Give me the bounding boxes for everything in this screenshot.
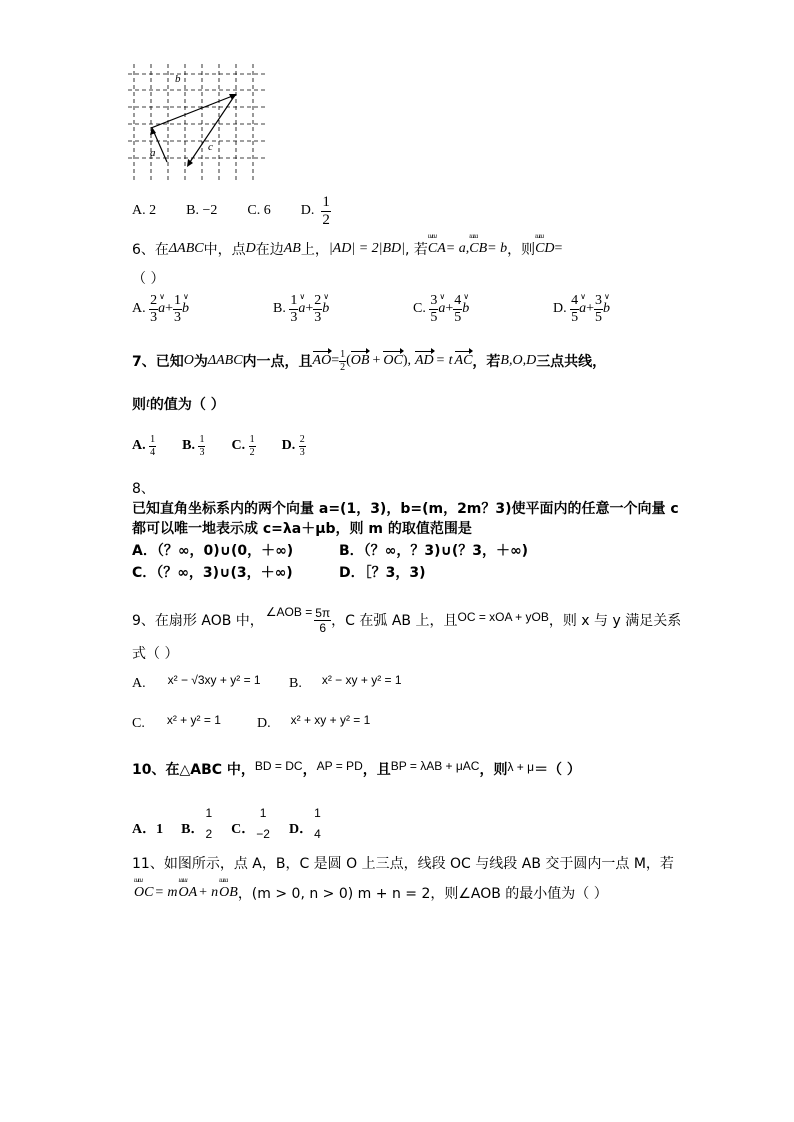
option-letter: A. <box>132 438 146 453</box>
q7-text: 则 <box>132 397 146 413</box>
q6-stem <box>132 238 562 260</box>
option-value: 2 <box>149 203 157 218</box>
denominator: 3 <box>314 309 322 325</box>
option-value: −2 <box>202 203 218 218</box>
denominator: 4 <box>314 827 321 841</box>
numerator: 2 <box>314 292 322 308</box>
denominator: 5 <box>454 309 462 325</box>
q7-vector-ob: OB <box>350 353 370 368</box>
option-formula: x² − √3xy + y² = 1 <box>167 673 261 687</box>
fraction <box>453 294 462 325</box>
numerator: 3 <box>430 292 438 308</box>
numerator: 4 <box>571 292 579 308</box>
denominator: 2 <box>322 211 330 228</box>
denominator: 5 <box>595 309 603 325</box>
option-letter: D. <box>553 301 567 316</box>
denominator: 6 <box>319 620 327 635</box>
q6-option-c[interactable] <box>413 289 469 329</box>
denominator: 2 <box>205 827 213 841</box>
q10-option-d[interactable] <box>289 807 322 840</box>
q7-triangle: ΔABC <box>207 353 243 368</box>
denominator: 5 <box>571 309 579 325</box>
q10-text: ，且 <box>362 762 391 778</box>
q7-stem <box>132 348 606 374</box>
q7-eq: ), <box>402 353 411 368</box>
q6-option-a[interactable] <box>132 289 189 329</box>
q7-vector-ad: AD <box>415 353 434 368</box>
q9-option-b[interactable] <box>289 673 402 692</box>
option-letter: D． <box>288 822 314 837</box>
vector-a: ∨ a <box>438 301 445 317</box>
q9-option-a[interactable] <box>132 673 261 692</box>
numerator: 3 <box>595 292 603 308</box>
denominator: 2 <box>249 446 255 458</box>
q6-options <box>132 289 772 329</box>
vector-b-label: b <box>175 73 181 85</box>
option-value: 6 <box>263 203 271 218</box>
denominator: 3 <box>150 309 158 325</box>
denominator: 3 <box>299 446 305 458</box>
fraction <box>429 294 438 325</box>
numerator: 1 <box>205 806 213 820</box>
numerator: 2 <box>150 292 158 308</box>
q7-text: ，若 <box>472 354 501 370</box>
option-formula: x² + y² = 1 <box>166 713 221 727</box>
q10-option-b[interactable] <box>181 807 213 840</box>
numerator: 1 <box>259 806 267 820</box>
fraction <box>299 435 306 458</box>
q7-text: 三点共线， <box>536 354 607 370</box>
q11-line2 <box>134 882 608 904</box>
q5-option-a[interactable] <box>132 203 156 219</box>
q10-option-c[interactable] <box>231 807 271 840</box>
option-letter: B. <box>289 676 302 691</box>
plus-sign: + <box>372 353 381 368</box>
q7-point-o: O <box>183 353 194 368</box>
option-letter: D. <box>257 716 271 731</box>
q11-eq: = m <box>154 885 178 900</box>
option-letter: D. <box>281 438 296 453</box>
fraction <box>321 195 331 228</box>
q9-angle: ∠AOB = <box>265 605 313 619</box>
numerator: 1 <box>199 433 205 445</box>
q10-option-a[interactable]: A．1 <box>132 822 164 837</box>
q6-vector-ca: ɯɯ CA <box>428 241 446 257</box>
fraction <box>570 294 579 325</box>
q6-point-d: D <box>245 241 256 256</box>
option-formula: x² − xy + y² = 1 <box>321 673 402 687</box>
q9-option-c[interactable] <box>132 713 221 732</box>
option-letter: B． <box>181 822 205 837</box>
q7-vector-ac: AC <box>454 353 473 368</box>
q5-option-b[interactable] <box>186 203 217 219</box>
option-letter: C. <box>231 438 246 453</box>
fraction <box>149 294 158 325</box>
q10-stem <box>132 756 581 782</box>
q7-points-bod: B,O,D <box>500 353 537 368</box>
vector-a: ∨ a <box>158 301 165 317</box>
fraction <box>255 807 271 840</box>
option-letter: C. <box>247 203 261 218</box>
q7-vector-oc: OC <box>383 353 403 368</box>
vector-a: ∨ a <box>298 301 305 317</box>
q7-eq: ( <box>346 353 351 368</box>
vector-b: ∨ b <box>182 301 189 317</box>
q9-text: 9、在扇形 AOB 中， <box>132 613 264 629</box>
q6-eq: = a, <box>445 241 470 256</box>
q10-condition-1: BD = DC <box>254 759 303 773</box>
q10-options <box>132 796 322 840</box>
q11-eq: + n <box>198 885 219 900</box>
q7-option-d[interactable] <box>282 435 306 458</box>
q6-text: 在边 <box>255 242 284 258</box>
q8-option-d[interactable]: D．［？3，3) <box>339 565 426 581</box>
q7-line2 <box>132 394 225 414</box>
q7-eq: = <box>331 353 340 368</box>
q6-vector-cb: ɯɯ CB <box>469 241 487 257</box>
option-letter: C． <box>231 822 256 837</box>
q5-option-c[interactable] <box>247 203 270 219</box>
q6-eq: = <box>554 241 563 256</box>
q11-condition: ，(m > 0, n > 0) m + n = 2，则∠AOB 的最小值为（ ） <box>237 886 608 902</box>
option-letter: B. <box>273 301 286 316</box>
q8-option-b[interactable]: B．（？∞，？3)∪(？3，＋∞) <box>339 543 529 559</box>
q11-vector-oc: ɯɯ OC <box>134 885 153 901</box>
fraction <box>314 607 331 634</box>
denominator: 3 <box>174 309 182 325</box>
fraction <box>313 807 322 840</box>
q9-stem <box>132 596 681 644</box>
numerator: 5π <box>315 605 331 620</box>
vector-a-label: a <box>150 147 156 159</box>
numerator: 1 <box>150 433 156 445</box>
q7-eq: = t <box>435 353 453 368</box>
plus-sign: + <box>586 301 595 316</box>
fraction <box>249 435 256 458</box>
numerator: 1 <box>174 292 182 308</box>
q10-text: ，则 <box>479 762 508 778</box>
q9-option-d[interactable] <box>257 713 371 732</box>
q6-option-b[interactable] <box>273 289 329 329</box>
numerator: 1 <box>314 806 321 820</box>
vector-b: ∨ b <box>603 301 610 317</box>
denominator: 2 <box>340 361 346 373</box>
fraction <box>198 435 205 458</box>
q6-segment-ab: AB <box>283 241 301 256</box>
numerator: 1 <box>340 348 346 360</box>
q6-text: 6、在 <box>132 242 169 258</box>
plus-sign: + <box>445 301 454 316</box>
q6-option-d[interactable] <box>553 289 610 329</box>
numerator: 2 <box>299 433 305 445</box>
q7-options <box>132 433 306 459</box>
denominator: 3 <box>290 309 298 325</box>
fraction <box>313 294 322 325</box>
q6-answer-paren: （ ） <box>132 271 165 287</box>
fraction <box>149 435 156 458</box>
q10-condition-3: BP = λAB + μAC <box>390 759 480 773</box>
q7-option-c[interactable] <box>231 435 255 458</box>
q7-text: 的值为（ ） <box>149 397 225 413</box>
vector-a: ∨ a <box>579 301 586 317</box>
numerator: 1 <box>322 193 330 210</box>
q9-text: ，C 在弧 AB 上，且 <box>331 613 458 629</box>
fraction <box>339 350 346 373</box>
q7-vector-ao: AO <box>312 353 332 368</box>
q9-text: ，则 x 与 y 满足关系 <box>548 613 682 629</box>
q7-text: 内一点，且 <box>242 354 313 370</box>
fraction <box>594 294 603 325</box>
q10-text: 10、在△ABC 中， <box>132 762 255 778</box>
q7-variable-t: t <box>146 396 150 411</box>
denominator: 3 <box>199 446 205 458</box>
option-formula: x² + xy + y² = 1 <box>290 713 371 727</box>
vector-b: ∨ b <box>322 301 329 317</box>
q6-text: ，则 <box>507 242 536 258</box>
option-letter: A. <box>132 676 146 691</box>
plus-sign: + <box>305 301 314 316</box>
plus-sign: + <box>165 301 174 316</box>
q6-triangle: ΔABC <box>168 241 204 256</box>
q11-line1: 11、如图所示，点 A，B，C 是圆 O 上三点，线段 OC 与线段 AB 交于圆内一点 M，若 <box>132 856 674 872</box>
q10-lambda-mu: λ + μ <box>507 760 535 774</box>
q8-option-c[interactable]: C．（？∞，3)∪(3，＋∞) <box>132 565 293 581</box>
option-letter: A. <box>132 301 146 316</box>
q7-text: 为 <box>193 354 208 370</box>
q5-option-d[interactable] <box>301 195 331 228</box>
q8-option-a[interactable]: A．（？∞，0)∪(0，＋∞) <box>132 543 294 559</box>
q8-line2: 都可以唯一地表示成 c=λa＋μb，则 m 的取值范围是 <box>132 521 472 537</box>
q7-text: 7、已知 <box>132 354 184 370</box>
q11-vector-ob: ɯɯ OB <box>219 885 238 901</box>
fraction <box>289 294 298 325</box>
q6-text: 中，点 <box>203 242 246 258</box>
q8-number: 8、 <box>132 481 155 497</box>
option-letter: C. <box>413 301 426 316</box>
fraction <box>204 807 213 840</box>
denominator: −2 <box>256 827 270 841</box>
q10-text: ＝（ ） <box>534 762 581 778</box>
q8-line1: 已知直角坐标系内的两个向量 a=(1，3)，b=(m，2m？3)使平面内的任意一个向量 c <box>132 501 679 517</box>
q7-option-b[interactable] <box>182 435 205 458</box>
option-letter: B. <box>182 438 195 453</box>
option-letter: D. <box>300 203 315 218</box>
option-letter: C. <box>132 716 145 731</box>
option-letter: A. <box>132 203 146 218</box>
q9-line2: 式（ ） <box>132 646 179 662</box>
denominator: 5 <box>430 309 438 325</box>
q9-relation: OC = xOA + yOB <box>457 610 549 624</box>
q11-vector-oa: ɯɯ OA <box>179 885 198 901</box>
q10-condition-2: AP = PD <box>316 759 363 773</box>
vector-c-label: c <box>208 141 213 153</box>
q6-eq: = b <box>487 241 508 256</box>
option-letter: B. <box>186 203 199 218</box>
q6-condition: |AD| = 2|BD| <box>328 241 405 256</box>
numerator: 4 <box>454 292 462 308</box>
denominator: 4 <box>150 446 156 458</box>
numerator: 1 <box>290 292 298 308</box>
fraction <box>173 294 182 325</box>
q6-vector-cd: ɯɯ CD <box>535 241 554 257</box>
q5-options <box>132 193 331 229</box>
vector-grid-figure <box>128 64 268 184</box>
vector-grid-svg <box>128 64 268 184</box>
numerator: 1 <box>249 433 255 445</box>
q6-text: , 若 <box>405 242 428 258</box>
vector-b: ∨ b <box>462 301 469 317</box>
q6-text: 上， <box>300 242 329 258</box>
q7-option-a[interactable] <box>132 435 156 458</box>
q10-text: ， <box>302 762 317 778</box>
